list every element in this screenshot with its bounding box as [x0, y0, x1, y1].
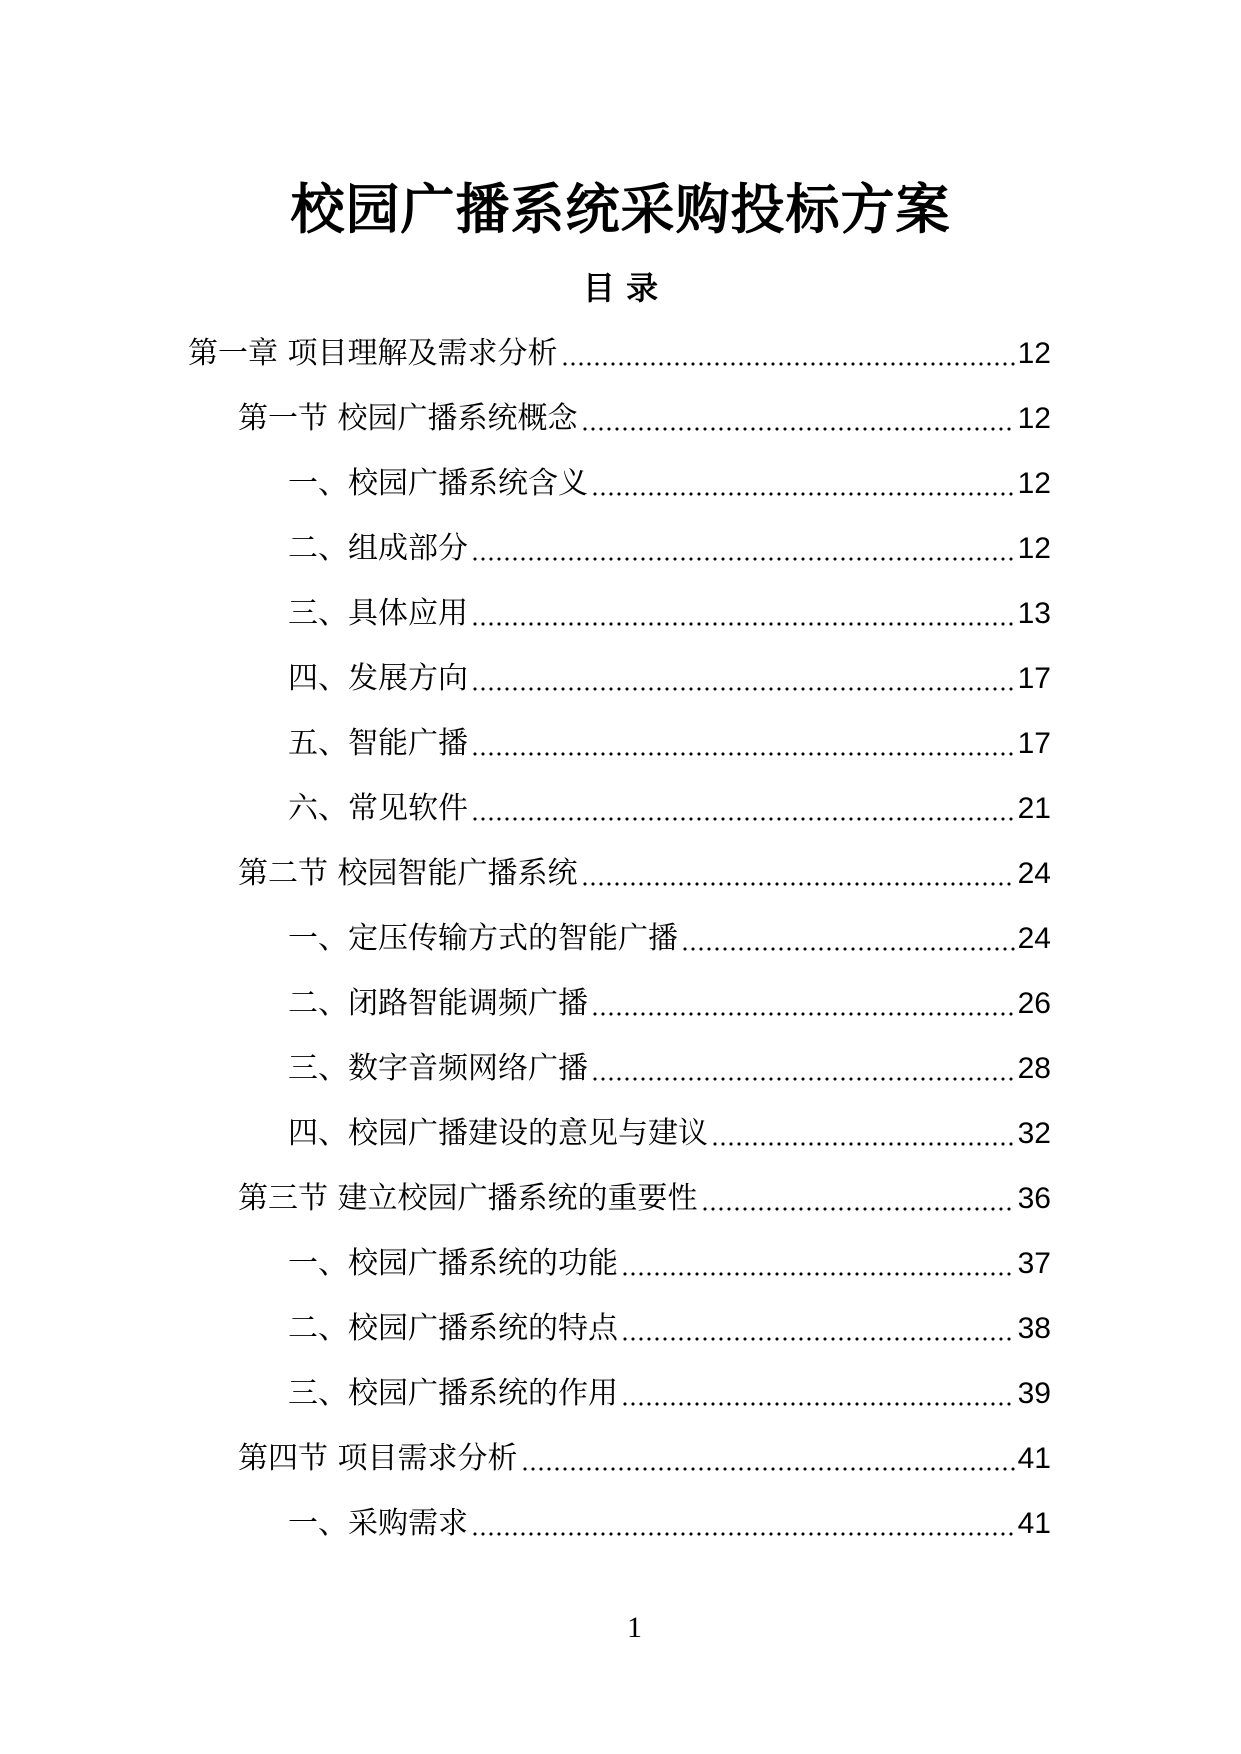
toc-dot-leader: [471, 817, 1015, 821]
toc-entry-page: 26: [1017, 987, 1051, 1020]
toc-dot-leader: [581, 882, 1015, 886]
toc-dot-leader: [471, 1532, 1015, 1536]
toc-entry-label: 一、采购需求: [288, 1506, 468, 1541]
toc-entry-label: 三、具体应用: [288, 596, 468, 631]
toc-dot-leader: [471, 687, 1015, 691]
toc-entry-label: 三、校园广播系统的作用: [288, 1376, 618, 1411]
toc-entry-label: 第二节 校园智能广播系统: [238, 856, 578, 891]
toc-entry-label: 六、常见软件: [288, 791, 468, 826]
toc-dot-leader: [681, 947, 1015, 951]
toc-entry-subsection: [188, 1491, 1051, 1556]
toc-entry-subsection: [188, 906, 1051, 971]
toc-entry-page: 12: [1017, 337, 1051, 370]
toc-entry-page: 12: [1017, 402, 1051, 435]
toc-entry-label: 一、定压传输方式的智能广播: [288, 921, 678, 956]
toc-entry-section: [188, 841, 1051, 906]
toc-dot-leader: [591, 492, 1015, 496]
toc-entry-label: 第四节 项目需求分析: [238, 1441, 518, 1476]
toc-dot-leader: [701, 1207, 1015, 1211]
toc-entry-subsection: [188, 1101, 1051, 1166]
toc-dot-leader: [621, 1402, 1015, 1406]
toc-entry-page: 24: [1017, 922, 1051, 955]
toc-entry-label: 四、发展方向: [288, 661, 468, 696]
toc-entry-label: 第三节 建立校园广播系统的重要性: [238, 1181, 698, 1216]
toc-entry-page: 17: [1017, 727, 1051, 760]
toc-entry-label: 五、智能广播: [288, 726, 468, 761]
page-number: 1: [627, 1611, 642, 1644]
toc-entry-subsection: [188, 711, 1051, 776]
toc-entry-subsection: [188, 776, 1051, 841]
toc-entry-page: 36: [1017, 1182, 1051, 1215]
toc-entry-label: 二、校园广播系统的特点: [288, 1311, 618, 1346]
toc-dot-leader: [471, 622, 1015, 626]
toc-entry-page: 17: [1017, 662, 1051, 695]
document-title: 校园广播系统采购投标方案: [290, 178, 951, 241]
toc-dot-leader: [471, 752, 1015, 756]
toc-entry-page: 39: [1017, 1377, 1051, 1410]
toc-entry-subsection: [188, 971, 1051, 1036]
toc-entry-page: 24: [1017, 857, 1051, 890]
toc-entry-subsection: [188, 516, 1051, 581]
toc-entry-page: 28: [1017, 1052, 1051, 1085]
toc-entry-page: 13: [1017, 597, 1051, 630]
toc-entry-subsection: [188, 1296, 1051, 1361]
toc-entry-label: 一、校园广播系统含义: [288, 466, 588, 501]
toc-entry-subsection: [188, 1036, 1051, 1101]
toc-dot-leader: [591, 1012, 1015, 1016]
toc-dot-leader: [581, 427, 1015, 431]
toc-heading: 目 录: [582, 269, 659, 307]
toc-entry-page: 12: [1017, 532, 1051, 565]
toc-entry-label: 二、闭路智能调频广播: [288, 986, 588, 1021]
toc-entry-label: 四、校园广播建设的意见与建议: [288, 1116, 708, 1151]
toc-entry-page: 37: [1017, 1247, 1051, 1280]
toc-entry-section: [188, 1426, 1051, 1491]
toc-entry-page: 21: [1017, 792, 1051, 825]
toc-entry-label: 一、校园广播系统的功能: [288, 1246, 618, 1281]
toc-entry-label: 二、组成部分: [288, 531, 468, 566]
toc-entry-page: 41: [1017, 1442, 1051, 1475]
toc-entry-subsection: [188, 581, 1051, 646]
toc-entry-page: 32: [1017, 1117, 1051, 1150]
table-of-contents: [188, 321, 1051, 1556]
toc-entry-chapter: [188, 321, 1051, 386]
toc-entry-label: 第一节 校园广播系统概念: [238, 401, 578, 436]
toc-entry-subsection: [188, 646, 1051, 711]
toc-entry-section: [188, 386, 1051, 451]
toc-dot-leader: [521, 1467, 1015, 1471]
toc-dot-leader: [471, 557, 1015, 561]
toc-dot-leader: [711, 1142, 1015, 1146]
toc-entry-subsection: [188, 451, 1051, 516]
toc-dot-leader: [621, 1272, 1015, 1276]
toc-dot-leader: [621, 1337, 1015, 1341]
toc-entry-section: [188, 1166, 1051, 1231]
toc-entry-label: 三、数字音频网络广播: [288, 1051, 588, 1086]
toc-dot-leader: [561, 362, 1015, 366]
toc-entry-page: 38: [1017, 1312, 1051, 1345]
toc-entry-subsection: [188, 1361, 1051, 1426]
toc-entry-page: 41: [1017, 1507, 1051, 1540]
toc-entry-page: 12: [1017, 467, 1051, 500]
toc-dot-leader: [591, 1077, 1015, 1081]
toc-entry-subsection: [188, 1231, 1051, 1296]
toc-entry-label: 第一章 项目理解及需求分析: [188, 336, 558, 371]
